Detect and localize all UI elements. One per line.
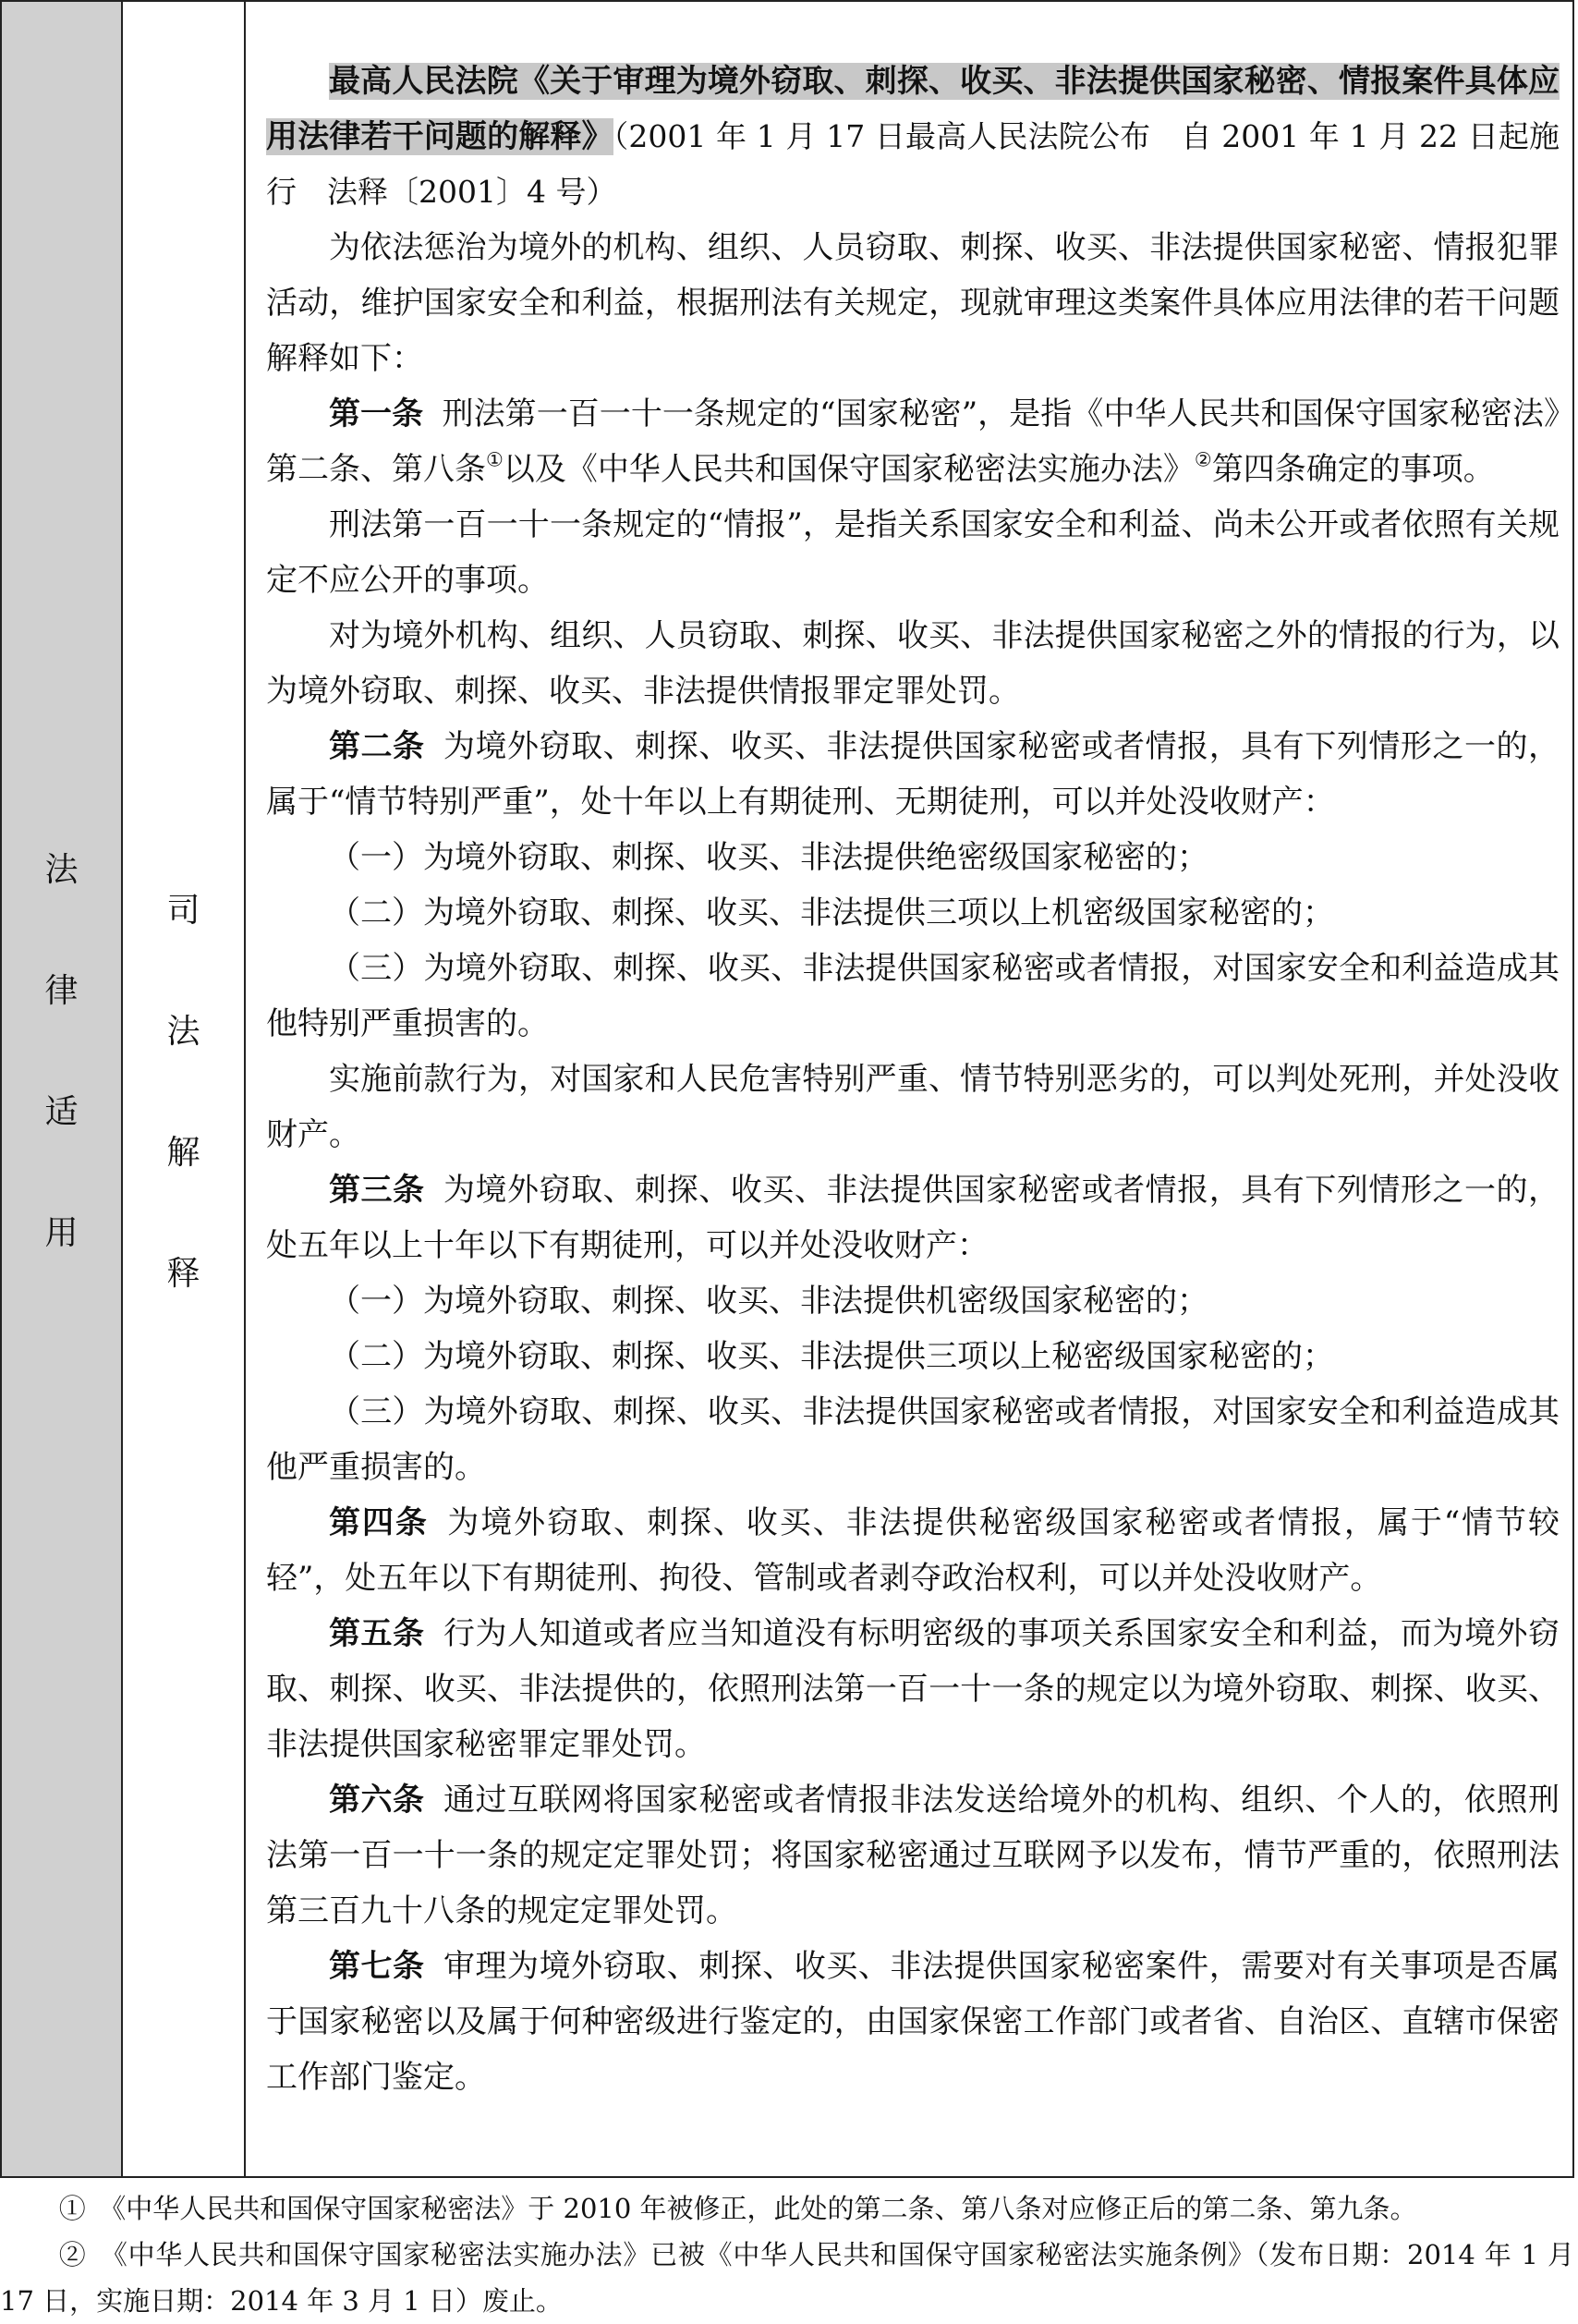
article-5: 第五条 行为人知道或者应当知道没有标明密级的事项关系国家安全和利益，而为境外窃取、刺探、收买、非法提供的，依照刑法第一百一十一条的规定以为境外窃取、刺探、收买、非法提供国家秘密罪定罪处罚。 [266, 1615, 1560, 1763]
article-2: 第二条 为境外窃取、刺探、收买、非法提供国家秘密或者情报，具有下列情形之一的，属于“情节特别严重”，处十年以上有期徒刑、无期徒刑，可以并处没收财产： [266, 728, 1560, 821]
article-item: （三）为境外窃取、刺探、收买、非法提供国家秘密或者情报，对国家安全和利益造成其他特别严重损害的。 [266, 950, 1560, 1042]
footnote-ref-1[interactable]: ① [486, 447, 504, 471]
article-label: 第四条 [329, 1504, 429, 1541]
subcategory-label [123, 894, 244, 1379]
article-item: （一）为境外窃取、刺探、收买、非法提供绝密级国家秘密的； [329, 839, 1208, 876]
subcategory-char: 释 [166, 1255, 200, 1293]
category-char: 用 [44, 1214, 79, 1252]
subcategory-char: 司 [166, 892, 200, 930]
category-char: 适 [44, 1093, 79, 1131]
document-heading [266, 54, 1560, 220]
article-paragraph: 对为境外机构、组织、人员窃取、刺探、收买、非法提供国家秘密之外的情报的行为，以为境外窃取、刺探、收买、非法提供情报罪定罪处罚。 [266, 617, 1560, 710]
footnote-ref-2[interactable]: ② [1194, 447, 1212, 471]
subcategory-char: 法 [166, 1013, 200, 1051]
article-6: 第六条 通过互联网将国家秘密或者情报非法发送给境外的机构、组织、个人的，依照刑法第一百一十一条的规定定罪处罚；将国家秘密通过互联网予以发布，情节严重的，依照刑法第三百九十八条的规定定罪处罚。 [266, 1782, 1560, 1929]
subcategory-column-judicial-interpretation [123, 2, 246, 2176]
article-item: （一）为境外窃取、刺探、收买、非法提供机密级国家秘密的； [329, 1283, 1208, 1320]
article-item: （二）为境外窃取、刺探、收买、非法提供三项以上秘密级国家秘密的； [329, 1338, 1334, 1375]
preamble: 为依法惩治为境外的机构、组织、人员窃取、刺探、收买、非法提供国家秘密、情报犯罪活动，维护国家安全和利益，根据刑法有关规定，现就审理这类案件具体应用法律的若干问题解释如下： [266, 229, 1560, 377]
category-column-legal-application [2, 2, 123, 2176]
footnotes [0, 2185, 1574, 2324]
article-7: 第七条 审理为境外窃取、刺探、收买、非法提供国家秘密案件，需要对有关事项是否属于国家秘密以及属于何种密级进行鉴定的，由国家保密工作部门或者省、自治区、直辖市保密工作部门鉴定。 [266, 1948, 1560, 2096]
document-publication-info: （2001 年 1 月 17 日最高人民法院公布 自 2001 年 1 月 22 日起施行 法释〔2001〕4 号） [266, 118, 1560, 210]
article-label: 第五条 [329, 1615, 425, 1652]
article-4: 第四条 为境外窃取、刺探、收买、非法提供秘密级国家秘密或者情报，属于“情节较轻”，处五年以下有期徒刑、拘役、管制或者剥夺政治权利，可以并处没收财产。 [266, 1504, 1560, 1597]
article-item: （二）为境外窃取、刺探、收买、非法提供三项以上机密级国家秘密的； [329, 894, 1334, 931]
subcategory-char: 解 [166, 1134, 200, 1172]
article-item: （三）为境外窃取、刺探、收买、非法提供国家秘密或者情报，对国家安全和利益造成其他严重损害的。 [266, 1393, 1560, 1486]
interpretation-text [266, 54, 1560, 2105]
category-label [2, 851, 121, 1338]
footnote-1: ① 《中华人民共和国保守国家秘密法》于 2010 年被修正，此处的第二条、第八条对应修正后的第二条、第九条。 [58, 2193, 1417, 2224]
footnote-2: ② 《中华人民共和国保守国家秘密法实施办法》已被《中华人民共和国保守国家秘密法实施条例》（发布日期：2014 年 1 月 17 日，实施日期：2014 年 3 月 1 日）废止。 [0, 2239, 1574, 2317]
article-paragraph: 实施前款行为，对国家和人民危害特别严重、情节特别恶劣的，可以判处死刑，并处没收财产。 [266, 1061, 1560, 1153]
category-char: 律 [44, 972, 79, 1010]
article-1: 第一条 刑法第一百一十一条规定的“国家秘密”，是指《中华人民共和国保守国家秘密法》第二条、第八条①以及《中华人民共和国保守国家秘密法实施办法》②第四条确定的事项。 [266, 395, 1560, 488]
article-label: 第三条 [329, 1172, 425, 1209]
article-3: 第三条 为境外窃取、刺探、收买、非法提供国家秘密或者情报，具有下列情形之一的，处五年以上十年以下有期徒刑，可以并处没收财产： [266, 1172, 1560, 1264]
article-label: 第一条 [329, 395, 424, 432]
article-paragraph: 刑法第一百一十一条规定的“情报”，是指关系国家安全和利益、尚未公开或者依照有关规定不应公开的事项。 [266, 506, 1560, 599]
article-label: 第六条 [329, 1782, 425, 1819]
article-label: 第七条 [329, 1948, 425, 1985]
category-char: 法 [44, 851, 79, 889]
document-title: 最高人民法院《关于审理为境外窃取、刺探、收买、非法提供国家秘密、情报案件具体应用法律若干问题的解释》 [266, 63, 1560, 155]
article-label: 第二条 [329, 728, 425, 765]
